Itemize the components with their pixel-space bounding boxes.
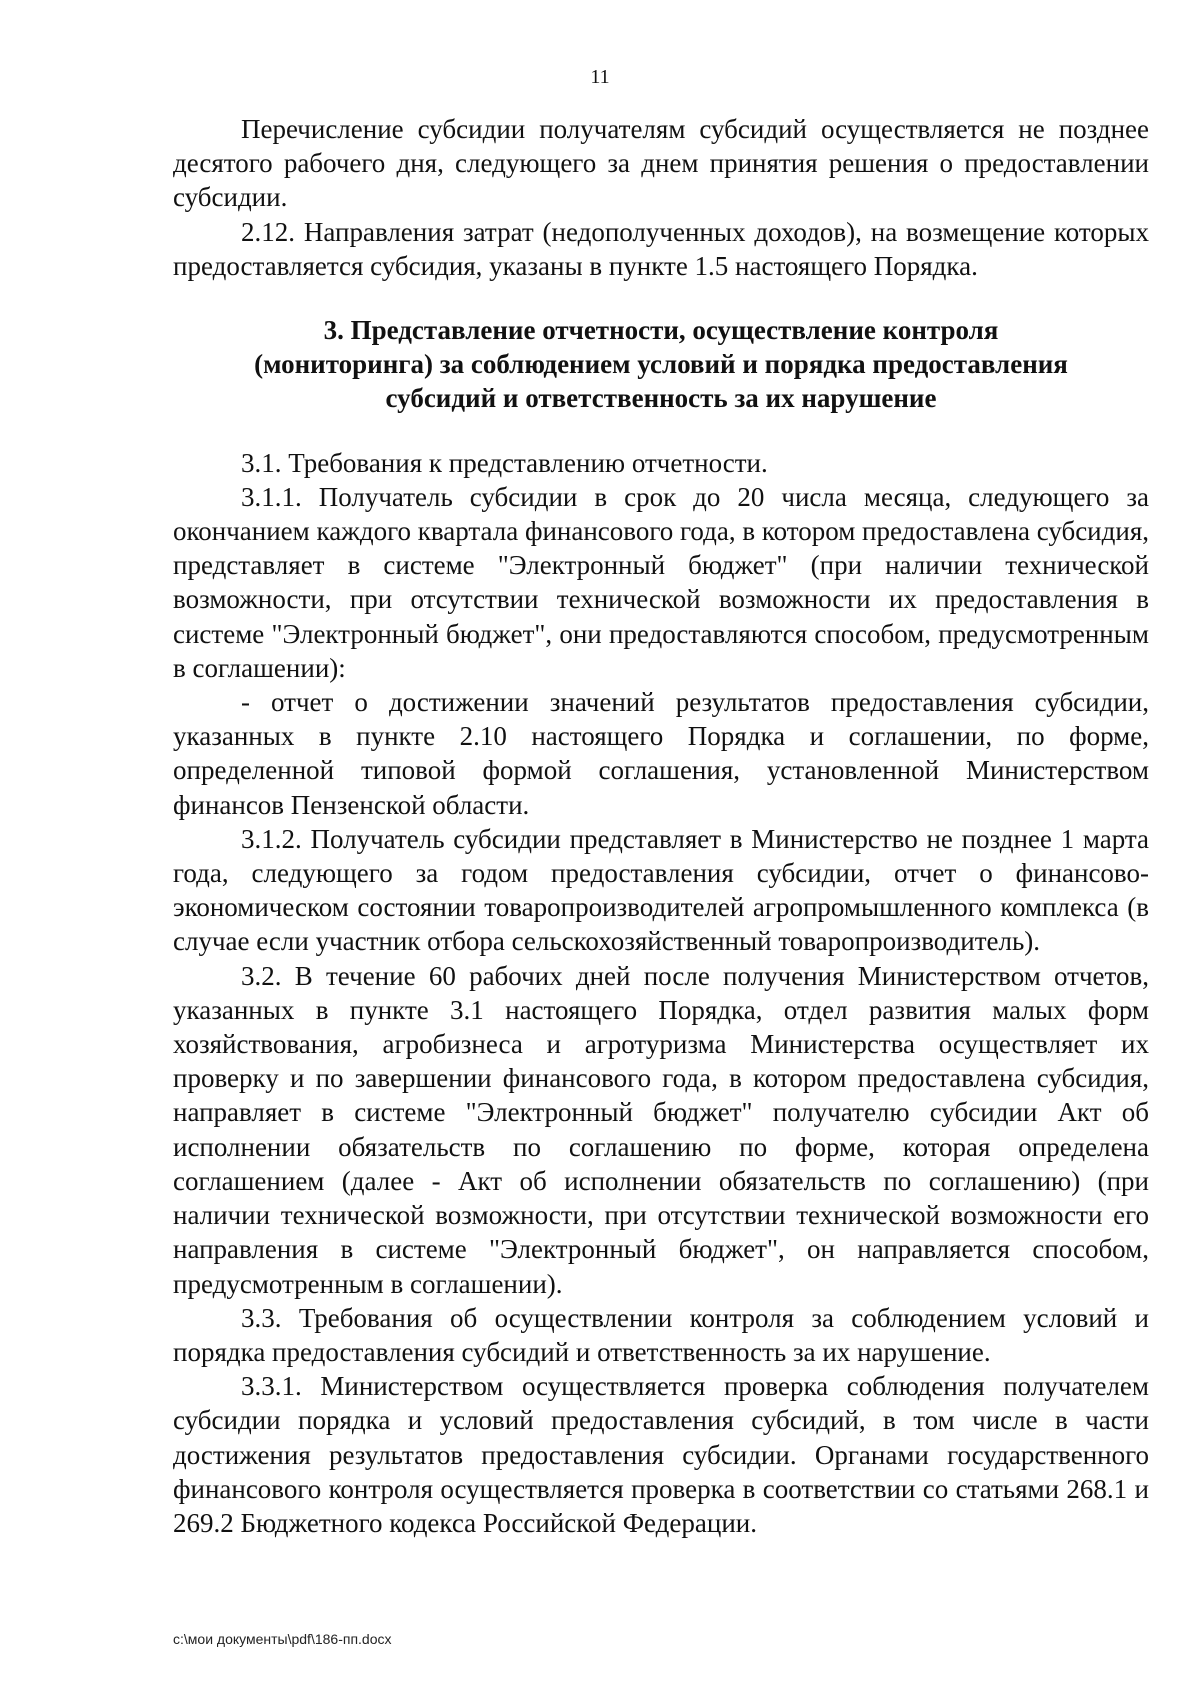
paragraph-report-item: - отчет о достижении значений результатов предоставления субсидии, указанных в пункте 2.10 настоящего Порядка и соглашении, по форме, определенной типовой формой соглашения, установленной Министерством финансов Пензенской области. (173, 687, 1149, 820)
file-path-footer: c:\мои документы\pdf\186-пп.docx (173, 1631, 392, 1647)
paragraph-transfer: Перечисление субсидии получателям субсидий осуществляется не позднее десятого рабочего дня, следующего за днем принятия решения о предоставлении субсидии. (173, 114, 1149, 213)
section-title (173, 313, 1149, 416)
paragraph-2-12: 2.12. Направления затрат (недополученных доходов), на возмещение которых предоставляется субсидия, указаны в пункте 1.5 настоящего Порядка. (173, 216, 1149, 281)
page-number: 11 (590, 66, 610, 88)
section-title-line-3: субсидий и ответственность за их нарушение (385, 383, 937, 414)
paragraph-3-3-1: 3.3.1. Министерством осуществляется проверка соблюдения получателем субсидии порядка и условий предоставления субсидий, в том числе в части достижения результатов предоставления субсидии. Органами государственного финансового контроля осуществляется проверка в соответствии со статьями 268.1 и 269.2 Бюджетного кодекса Российской Федерации. (173, 1371, 1149, 1538)
paragraph-3-2: 3.2. В течение 60 рабочих дней после получения Министерством отчетов, указанных в пункте 3.1 настоящего Порядка, отдел развития малых форм хозяйствования, агробизнеса и агротуризма Министерства осуществляет их проверку и по завершении финансового года, в котором предоставлена субсидия, направляет в системе "Электронный бюджет" получателю субсидии Акт об исполнении обязательств по соглашению по форме, которая определена соглашением (далее - Акт об исполнении обязательств по соглашению) (при наличии технической возможности, при отсутствии технической возможности его направления в системе "Электронный бюджет", он направляется способом, предусмотренным в соглашении). (173, 960, 1149, 1299)
section-title-line-1: 3. Представление отчетности, осуществление контроля (323, 315, 999, 346)
paragraph-3-1: 3.1. Требования к представлению отчетности. (241, 447, 768, 478)
paragraph-3-3: 3.3. Требования об осуществлении контроля за соблюдением условий и порядка предоставления субсидий и ответственность за их нарушение. (173, 1302, 1149, 1367)
paragraph-3-1-1: 3.1.1. Получатель субсидии в срок до 20 числа месяца, следующего за окончанием каждого квартала финансового года, в котором предоставлена субсидия, представляет в системе "Электронный бюджет" (при наличии технической возможности, при отсутствии технической возможности их предоставления в системе "Электронный бюджет", они предоставляются способом, предусмотренным в соглашении): (173, 481, 1149, 683)
section-title-line-2: (мониторинга) за соблюдением условий и порядка предоставления (254, 349, 1068, 380)
paragraph-3-1-2: 3.1.2. Получатель субсидии представляет в Министерство не позднее 1 марта года, следующего за годом предоставления субсидии, отчет о финансово-экономическом состоянии товаропроизводителей агропромышленного комплекса (в случае если участник отбора сельскохозяйственный товаропроизводитель). (173, 823, 1149, 957)
document-body (173, 112, 1149, 1540)
